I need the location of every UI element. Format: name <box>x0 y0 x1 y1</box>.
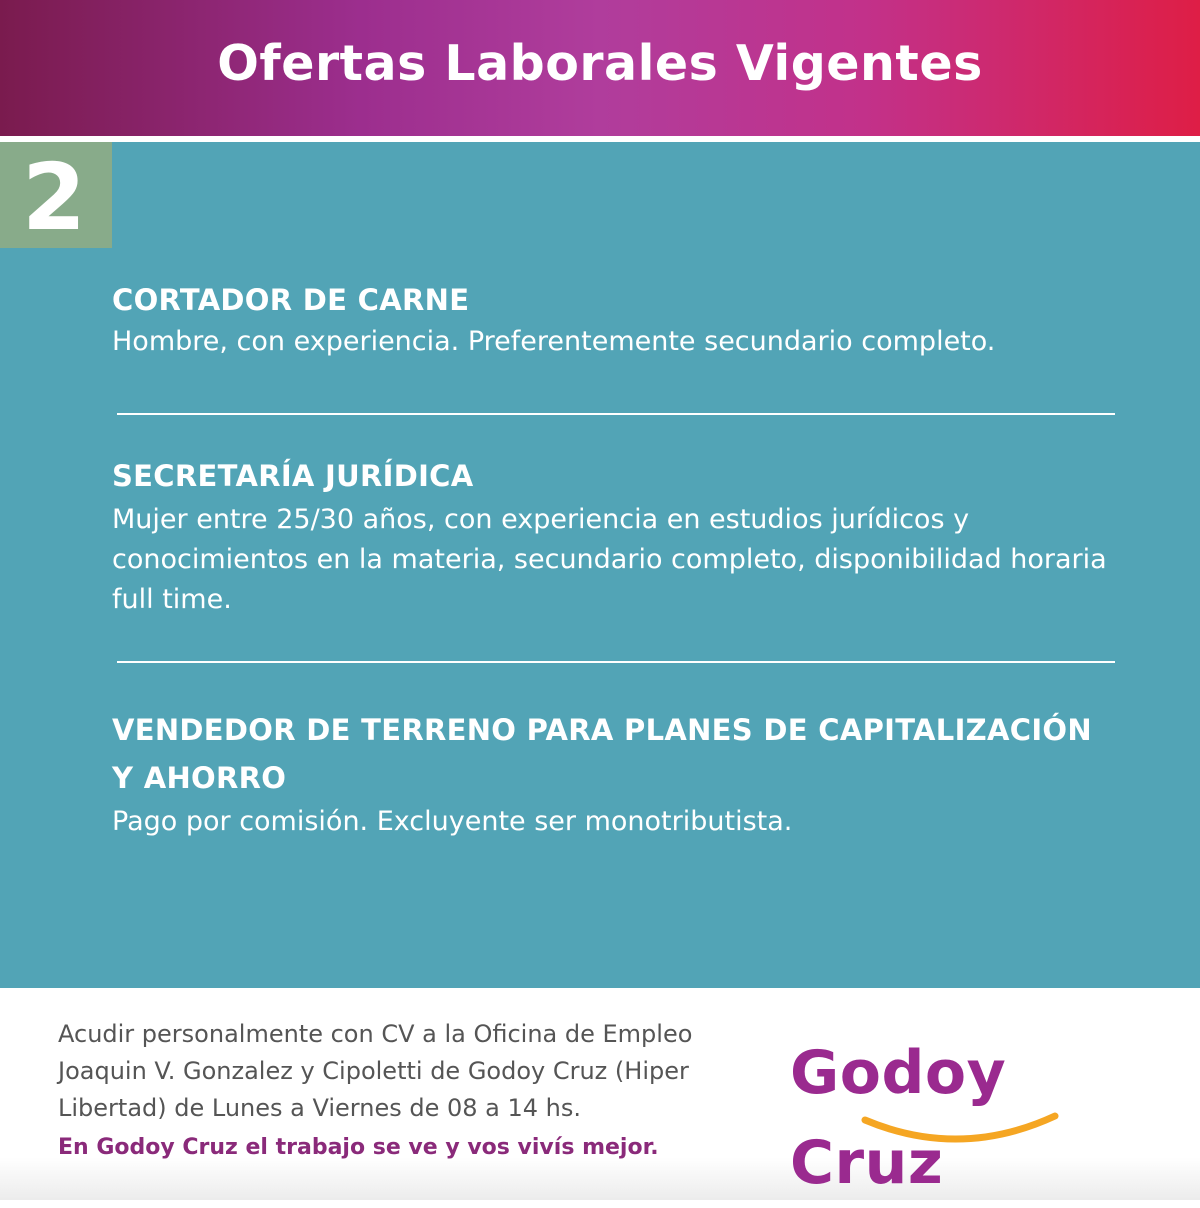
job-offer-description: Hombre, con experiencia. Preferentemente secundario completo. <box>112 326 996 357</box>
job-offer-title: CORTADOR DE CARNE <box>112 283 470 317</box>
page-number-badge <box>0 142 112 251</box>
job-offer-description: Mujer entre 25/30 años, con experiencia en estudios jurídicos y conocimientos en la materia, secundario completo, disponibilidad horaria full time. <box>112 504 1107 615</box>
page-title: Ofertas Laborales Vigentes <box>217 34 983 92</box>
footer <box>0 988 1200 1200</box>
job-offer-2 <box>112 452 1122 620</box>
job-offer-description: Pago por comisión. Excluyente ser monotributista. <box>112 806 793 837</box>
slogan: En Godoy Cruz el trabajo se ve y vos vivís mejor. <box>58 1135 659 1160</box>
header-banner <box>0 0 1200 136</box>
page-number: 2 <box>21 144 86 251</box>
offers-panel <box>0 142 1200 988</box>
job-offer-title: SECRETARÍA JURÍDICA <box>112 459 474 493</box>
contact-info: Acudir personalmente con CV a la Oficina de Empleo Joaquin V. Gonzalez y Cipoletti de Godoy Cruz (Hiper Libertad) de Lunes a Viernes de 08 a 14 hs. <box>58 1020 693 1122</box>
smile-arc-icon <box>860 1112 1060 1152</box>
divider <box>117 661 1115 663</box>
job-offer-title: VENDEDOR DE TERRENO PARA PLANES DE CAPITALIZACIÓN Y AHORRO <box>112 713 1092 795</box>
godoy-cruz-logo <box>790 1028 1150 1198</box>
job-offer-3 <box>112 706 1122 842</box>
logo-text: Godoy Cruz <box>790 1038 1007 1198</box>
divider <box>117 413 1115 415</box>
job-offer-1 <box>112 278 1122 362</box>
